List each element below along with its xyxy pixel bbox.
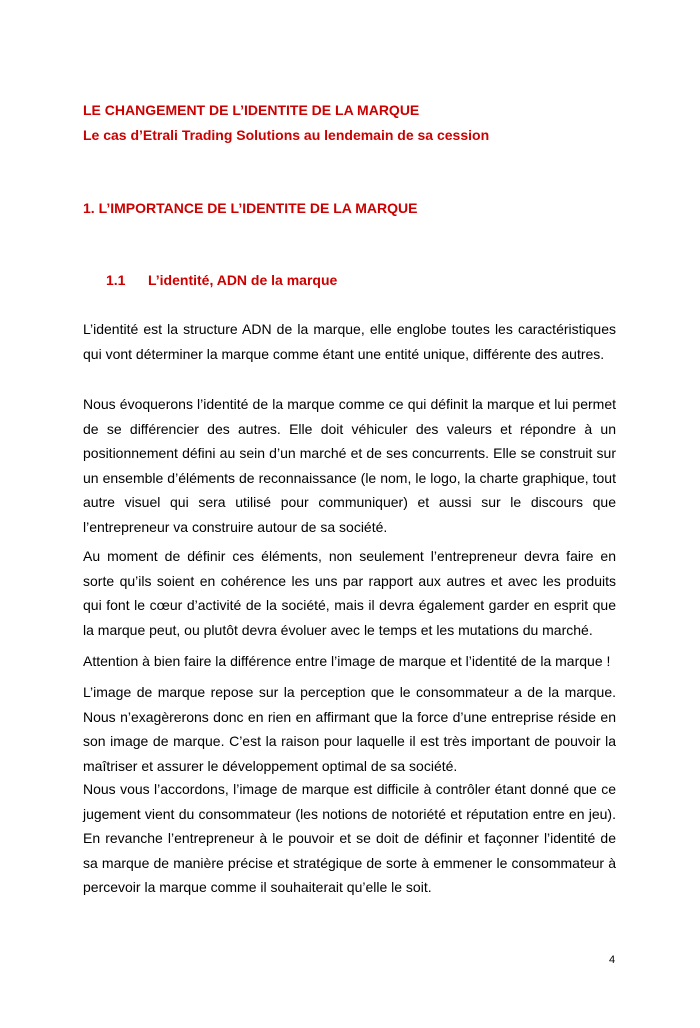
paragraph-6: Nous vous l’accordons, l’image de marque est difficile à contrôler étant donné que ce jugement vient du consommateur (les notions de notoriété et réputation entre en jeu). En revanche l’entrepreneur à le pouvoir et se doit de définir et façonner l’identité de sa marque de manière précise et stratégique de sorte à emmener le consommateur à percevoir la marque comme il souhaiterait qu’elle le soit. (83, 781, 616, 895)
paragraph-1: L’identité est la structure ADN de la marque, elle englobe toutes les caractéristiques qui vont déterminer la marque comme étant une entité unique, différente des autres. (83, 321, 616, 362)
paragraph-5: L’image de marque repose sur la perception que le consommateur a de la marque. Nous n’exagèrerons donc en rien en affirmant que la force d’une entreprise réside en son image de marque. C’est la raison pour laquelle il est très important de pouvoir la maîtriser et assurer le développement optimal de sa société. (83, 684, 616, 774)
paragraph-4: Attention à bien faire la différence entre l’image de marque et l’identité de la marque ! (83, 653, 611, 669)
section-heading: 1. L’IMPORTANCE DE L’IDENTITE DE LA MARQUE (83, 200, 418, 216)
subsection-heading (106, 272, 337, 288)
page-number: 4 (609, 954, 616, 966)
document-title: LE CHANGEMENT DE L’IDENTITE DE LA MARQUE (83, 102, 420, 118)
document-subtitle: Le cas d’Etrali Trading Solutions au lendemain de sa cession (83, 127, 490, 143)
subsection-number: 1.1 (106, 272, 126, 288)
paragraph-3: Au moment de définir ces éléments, non seulement l’entrepreneur devra faire en sorte qu’ils soient en cohérence les uns par rapport aux autres et avec les produits qui font le cœur d’activité de la société, mais il devra également garder en esprit que la marque peut, ou plutôt devra évoluer avec le temps et les mutations du marché. (83, 548, 616, 638)
paragraph-2: Nous évoquerons l’identité de la marque comme ce qui définit la marque et lui permet de se différencier des autres. Elle doit véhiculer des valeurs et répondre à un positionnement défini au sein d’un marché et de ses concurrents. Elle se construit sur un ensemble d’éléments de reconnaissance (le nom, le logo, la charte graphique, tout autre visuel qui sera utilisé pour communiquer) et aussi sur le discours que l’entrepreneur va construire autour de sa société. (83, 396, 616, 535)
subsection-title: L’identité, ADN de la marque (148, 272, 338, 288)
